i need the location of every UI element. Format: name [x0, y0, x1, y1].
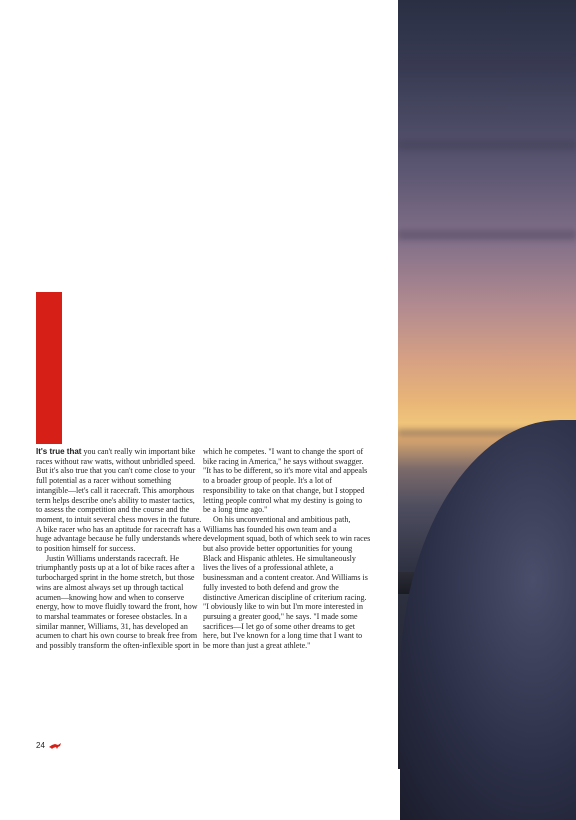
cloud-band — [398, 140, 576, 150]
cloud-band — [398, 230, 576, 240]
paragraph: It's true that you can't really win important bike races without raw watts, without unbridled speed. But it's also true that you can't come close to your full potential as a racer without something intangible—let's call it racecraft. This amorphous term helps describe one's ability to master tactics, to assess the competition and the course and the moment, to intuit several chess moves in the future. A bike racer who has an aptitude for racecraft has a huge advantage because he fully understands where to position himself for success. — [36, 447, 202, 554]
page-number: 24 — [36, 741, 45, 750]
drop-cap-bar — [36, 292, 62, 444]
paragraph: On his unconventional and ambitious path, Williams has founded his own team and a development squad, both of which seek to win races but also provide better opportunities for young Black and Hispanic athletes. He simultaneously lives the lives of a professional athlete, a businessman and a content creator. And Williams is fully invested to both defend and grow the distinctive American discipline of criterium racing. "I obviously like to win but I'm more interested in pursuing a greater good," he says. "I made some sacrifices—I let go of some other dreams to get here, but I've known for a long time that I want to be more than just a great athlete." — [203, 514, 371, 651]
lead-in: It's true that — [36, 447, 82, 456]
paragraph: Justin Williams understands racecraft. He triumphantly posts up at a lot of bike races after a turbocharged sprint in the home stretch, but those wins are almost always set up through tactical acumen—knowing how and when to conserve energy, how to move fluidly toward the front, how to marshal teammates or foresee obstacles. In a similar manner, Williams, 31, has developed an acumen to chart his own course to break free from and possibly transform the often-inflexible sport in — [36, 553, 200, 651]
red-bull-icon — [48, 742, 62, 750]
paragraph: which he competes. "I want to change the sport of bike racing in America," he says without swagger. "It has to be different, so it's more vital and appeals to a broader group of people. It's a lot of responsibility to take on that change, but I stopped letting people control what my destiny is going to be a long time ago." — [203, 447, 368, 515]
text-column-left — [36, 447, 202, 651]
cloud-band — [398, 60, 576, 70]
page-folio — [36, 741, 62, 750]
text-column-right — [203, 447, 371, 651]
